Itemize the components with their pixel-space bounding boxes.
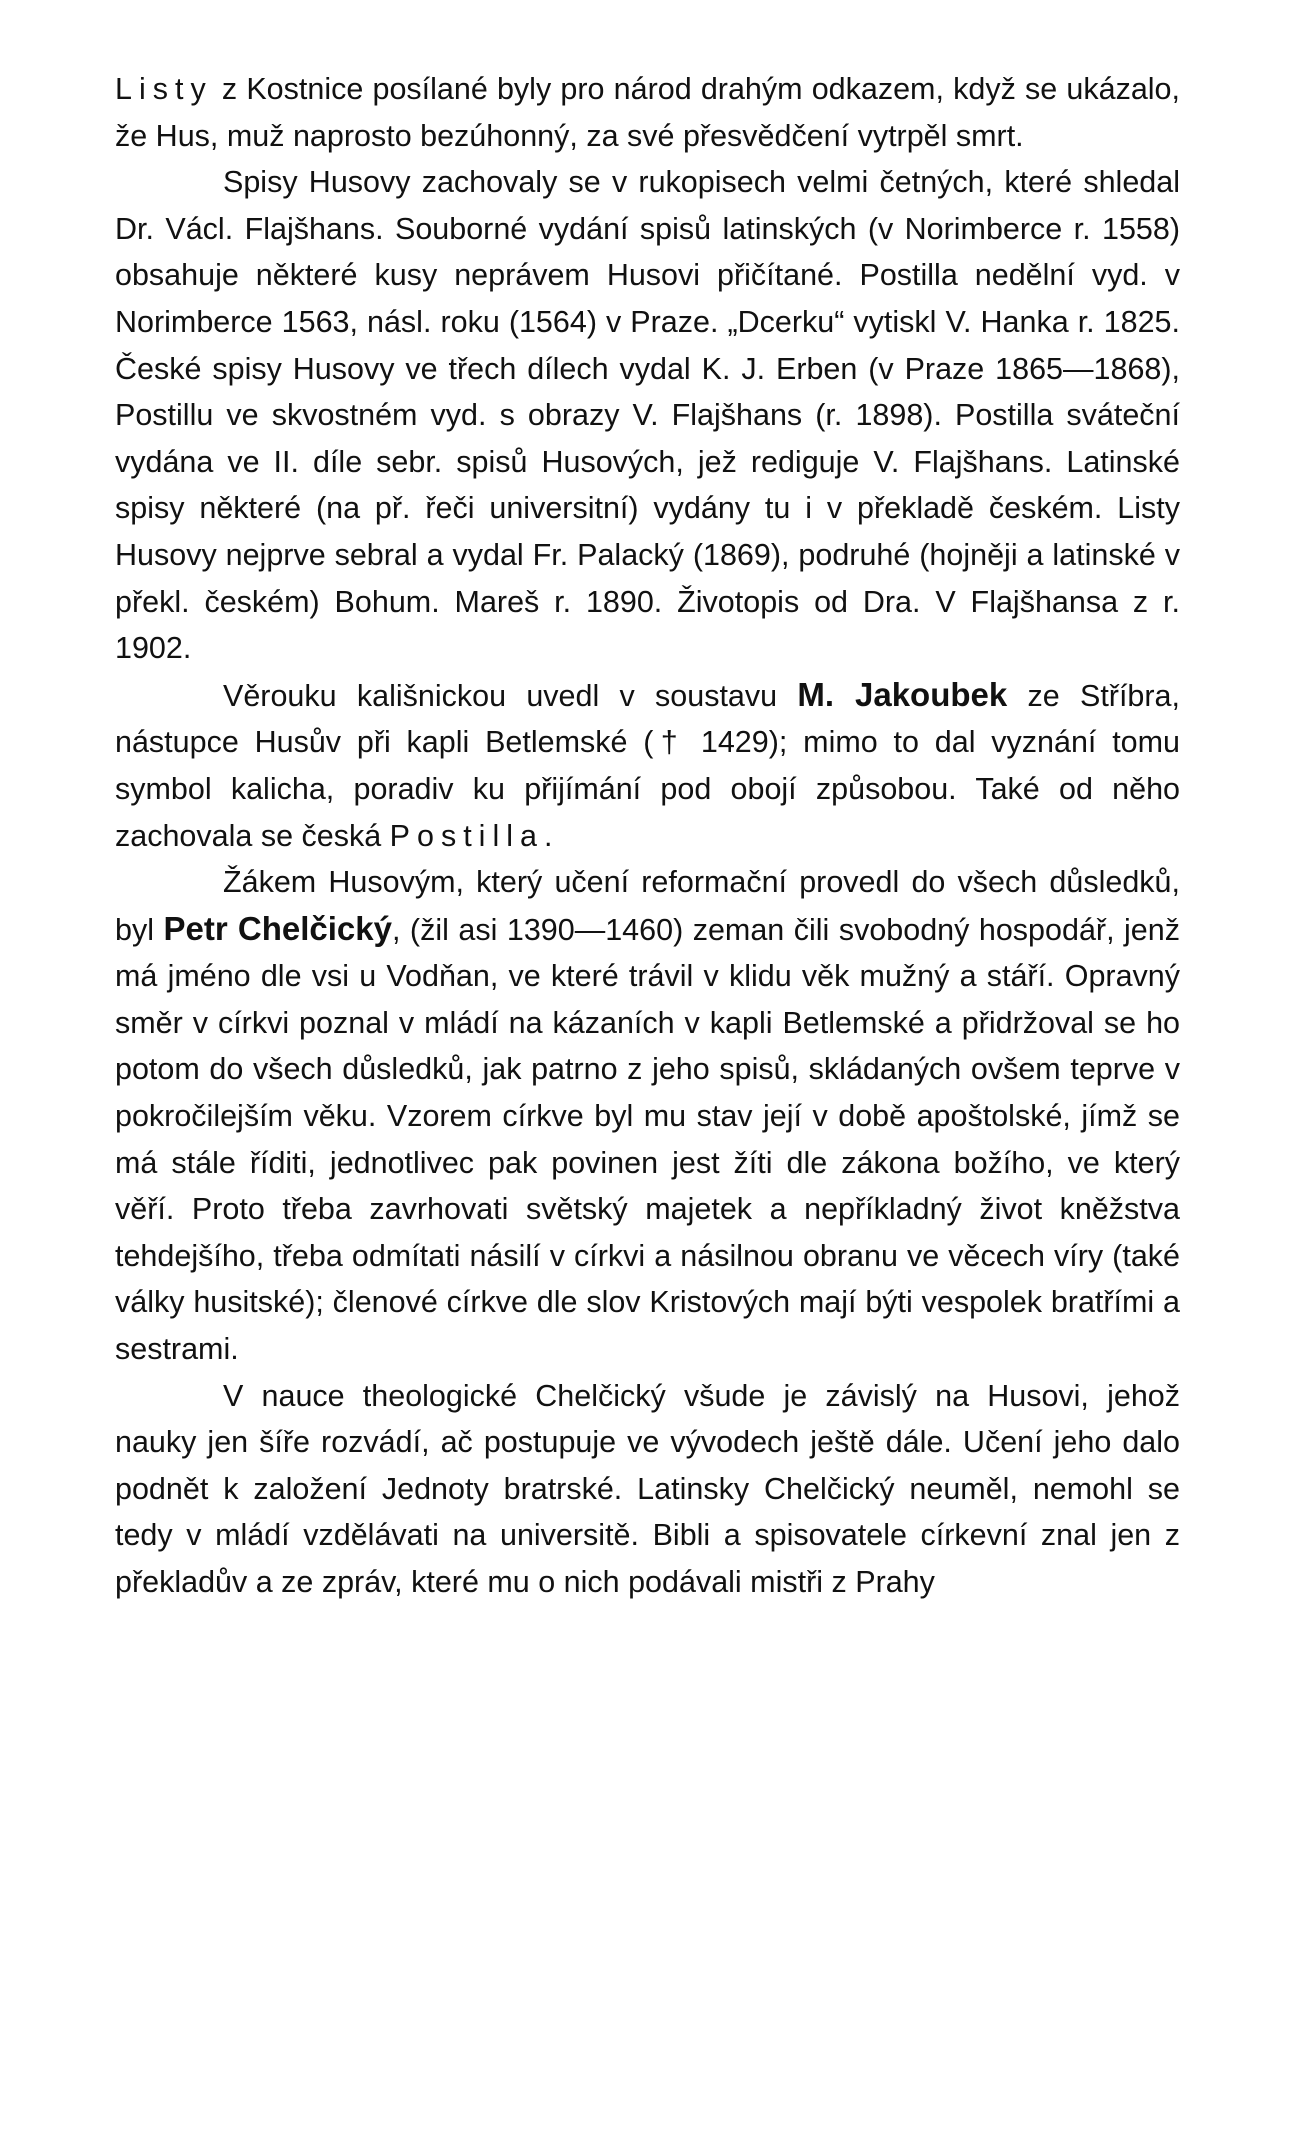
text-run: z Kostnice posílané byly pro národ drahým odkazem, když se ukázalo, že Hus, muž naprosto bezúhonný, za své přesvědčení vytrpěl smrt. <box>115 72 1180 153</box>
text-run: Spisy Husovy zachovaly se v rukopisech velmi četných, které shledal Dr. Václ. Flajšhans. Souborné vydání spisů latinských (v Norimberce r. 1558) obsahuje některé kusy neprávem Husovi přičítané. Postilla nedělní vyd. v Norimberce 1563, násl. roku (1564) v Praze. „Dcerku“ vytiskl V. Hanka r. 1825. České spisy Husovy ve třech dílech vydal K. J. Erben (v Praze 1865—1868), Postillu ve skvostném vyd. s obrazy V. Flajšhans (r. 1898). Postilla sváteční vydána ve II. díle sebr. spisů Husových, jež rediguje V. Flajšhans. Latinské spisy některé (na př. řeči universitní) vydány tu i v překladě českém. Listy Husovy nejprve sebral a vydal Fr. Palacký (1869), podruhé (hojněji a latinské v překl. českém) Bohum. Mareš r. 1890. Životopis od Dra. V Flajšhansa z r. 1902. <box>115 165 1180 666</box>
text-run: ze Stříbra, nástupce Husův při kapli Betlemské († 1429); mimo to dal vyznání tomu symbol kalicha, poradiv ku přijímání pod obojí způsobou. Také od něho zachovala se česká <box>115 678 1180 853</box>
person-name: M. Jakoubek <box>797 675 1008 713</box>
text-run: . <box>543 818 553 853</box>
text-run: V nauce theologické Chelčický všude je závislý na Husovi, jehož nauky jen šíře rozvádí, ač postupuje ve vývodech ještě dále. Učení jeho dalo podnět k založení Jednoty bratrské. Latinsky Chelčický neuměl, nemohl se tedy v mládí vzdělávati na universitě. Bibli a spisovatele církevní znal jen z překladův a ze zpráv, které mu o nich podávali mistři z Prahy <box>115 1378 1180 1599</box>
text-run: , (žil asi 1390—1460) zeman čili svobodný hospodář, jenž má jméno dle vsi u Vodňan, ve které trávil v klidu věk mužný a stáří. Opravný směr v církvi poznal v mládí na kázaních v kapli Betlemské a přidržoval se ho potom do všech důsledků, jak patrno z jeho spisů, skládaných ovšem teprve v pokročilejším věku. Vzorem církve byl mu stav její v době apoštolské, jímž se má stále říditi, jednotlivec pak povinen jest žíti dle zákona božího, ve který věří. Proto třeba zavrhovati světský majetek a nepříkladný život kněžstva tehdejšího, třeba odmítati násilí v církvi a násilnou obranu ve věcech víry (také války husitské); členové církve dle slov Kristových mají býti vespolek bratřími a sestrami. <box>115 912 1180 1367</box>
paragraph-listy <box>115 66 1180 159</box>
paragraph-chelcicky <box>115 859 1180 1373</box>
text-run: Věrouku kališnickou uvedl v soustavu <box>223 678 798 713</box>
text-column <box>115 66 1180 1606</box>
paragraph-spisy <box>115 159 1180 672</box>
text-run: Žákem Husovým, který učení reformační provedl do všech důsledků, byl <box>115 865 1180 947</box>
paragraph-nauka <box>115 1373 1180 1606</box>
person-name: Petr Chelčický <box>163 909 392 947</box>
paragraph-jakoubek <box>115 672 1180 859</box>
spaced-term: Postilla <box>389 818 544 853</box>
spaced-term: Listy <box>115 72 213 106</box>
